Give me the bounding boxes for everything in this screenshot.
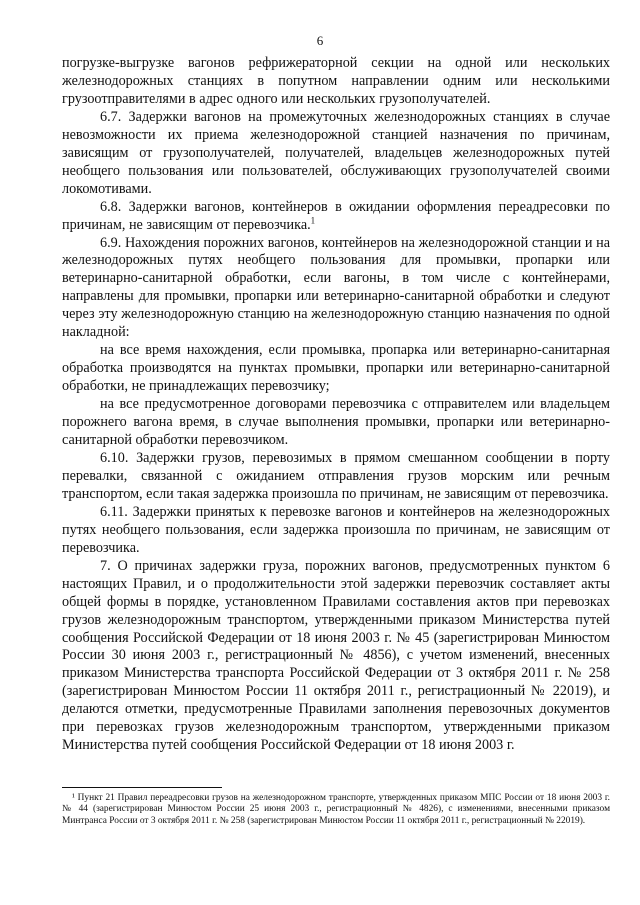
- paragraph-6-9-item-1: на все время нахождения, если промывка, пропарка или ветеринарно-санитарная обработка производятся на пунктах промывки, пропарки или ветеринарно-санитарной обработки, не принадлежащих перевозчику;: [62, 342, 610, 395]
- footnotes: [62, 793, 610, 827]
- footnote-1: ¹ Пункт 21 Правил переадресовки грузов на железнодорожном транспорте, утвержденных приказом МПС России от 18 июня 2003 г. № 44 (зарегистрирован Минюстом России 25 июня 2003 г., регистрационный № 4826), с изменениями, внесенными приказом Минтранса России от 3 октября 2011 г. № 258 (зарегистрирован Минюстом России 11 октября 2011 г., регистрационный № 22019).: [62, 793, 610, 826]
- paragraph-6-8-text: 6.8. Задержки вагонов, контейнеров в ожидании оформления переадресовки по причинам, не зависящим от перевозчика.: [62, 198, 610, 233]
- paragraph-6-7: 6.7. Задержки вагонов на промежуточных железнодорожных станциях в случае невозможности их приема железнодорожной станцией назначения по причинам, зависящим от грузополучателей, получателей, владельцев железнодорожных путей необщего пользования или пользователей, обслуживающих грузополучателей своими локомотивами.: [62, 108, 610, 197]
- page-number: 6: [316, 33, 324, 48]
- footnote-divider: [62, 787, 222, 788]
- document-body: [62, 55, 610, 755]
- paragraph-6-11: 6.11. Задержки принятых к перевозке вагонов и контейнеров на железнодорожных путях необщего пользования, если задержка произошла по причинам, не зависящим от перевозчика.: [62, 503, 610, 556]
- paragraph-7: 7. О причинах задержки груза, порожних вагонов, предусмотренных пунктом 6 настоящих Правил, и о продолжительности этой задержки перевозчик составляет акты общей формы в порядке, установленном Правилами составления актов при перевозках грузов железнодорожным транспортом, утвержденными приказом Министерства путей сообщения Российской Федерации от 18 июня 2003 г. № 45 (зарегистрирован Минюстом России 30 июня 2003 г., регистрационный № 4856), с учетом изменений, внесенных приказом Министерства транспорта Российской Федерации от 3 октября 2011 г. № 258 (зарегистрирован Минюстом России 11 октября 2011 г., регистрационный № 22019), и делаются отметки, предусмотренные Правилами заполнения перевозочных документов при перевозках грузов железнодорожным транспортом, утвержденными приказом Министерства путей сообщения Российской Федерации от 18 июня 2003 г.: [62, 557, 610, 754]
- paragraph-6-9: 6.9. Нахождения порожних вагонов, контейнеров на железнодорожной станции и на железнодорожных путях необщего пользования для промывки, пропарки или ветеринарно-санитарной обработки, если вагоны, в том числе с контейнерами, направлены для промывки, пропарки или ветеринарно-санитарной обработки и следуют через эту железнодорожную станцию на железнодорожную станцию назначения по одной накладной:: [62, 234, 610, 341]
- footnote-marker: 1: [310, 214, 316, 225]
- paragraph-6-10: 6.10. Задержки грузов, перевозимых в прямом смешанном сообщении в порту перевалки, связанной с ожиданием отправления грузов морским или речным транспортом, если такая задержка произошла по причинам, не зависящим от перевозчика.: [62, 449, 610, 502]
- paragraph-continuation: погрузке-выгрузке вагонов рефрижераторной секции на одной или нескольких железнодорожных станциях в попутном направлении одним или несколькими грузоотправителями в адрес одного или нескольких грузополучателей.: [62, 55, 610, 107]
- paragraph-6-8: [62, 199, 610, 235]
- paragraph-6-9-item-2: на все предусмотренное договорами перевозчика с отправителем или владельцем порожнего вагона время, в случае выполнения промывки, пропарки или ветеринарно-санитарной обработки перевозчиком.: [62, 396, 610, 449]
